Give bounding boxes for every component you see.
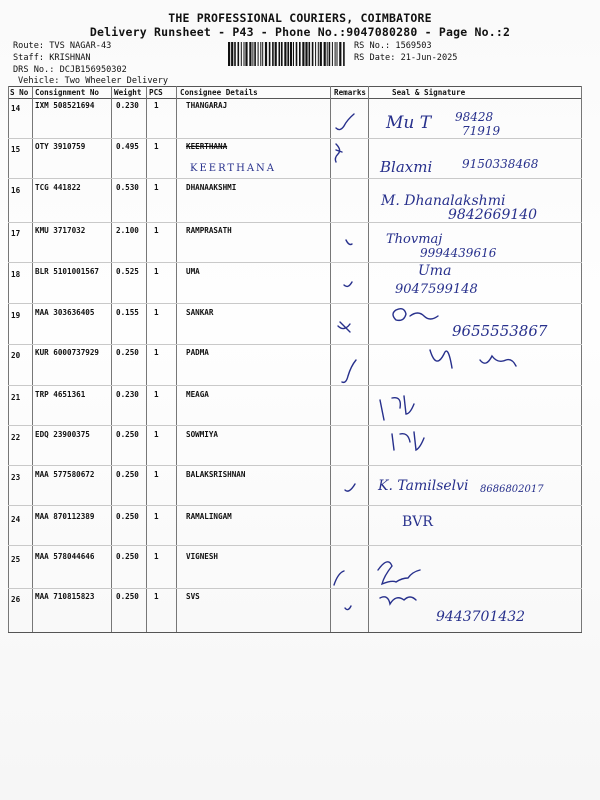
cell-consignment: TCG 441822 (35, 183, 81, 192)
cell-pcs: 1 (154, 348, 159, 357)
cell-consignee: RAMALINGAM (186, 512, 232, 521)
signature-row-24: BVR (402, 514, 433, 530)
cell-pcs: 1 (154, 430, 159, 439)
col-header-remarks: Remarks (334, 88, 367, 97)
drs-number: DRS No.: DCJB156950302 (13, 65, 127, 75)
cell-sno: 24 (11, 515, 21, 524)
cell-weight: 0.495 (116, 142, 139, 151)
rs-number: RS No.: 1569503 (354, 41, 432, 51)
tick-mark (344, 282, 352, 286)
phone-row-16: 9842669140 (448, 207, 538, 223)
cell-pcs: 1 (154, 183, 159, 192)
scribble-row-21 (380, 396, 414, 420)
cell-consignment: BLR 5101001567 (35, 267, 100, 276)
tick-mark (346, 240, 352, 245)
cell-pcs: 1 (154, 267, 159, 276)
cell-pcs: 1 (154, 512, 159, 521)
rs-date: RS Date: 21-Jun-2025 (354, 53, 458, 63)
signature-row-23: K. Tamilselvi (378, 478, 469, 494)
cell-consignee: PADMA (186, 348, 209, 357)
cell-consignment: MAA 710815823 (35, 592, 95, 601)
company-title: THE PROFESSIONAL COURIERS, COIMBATORE (168, 11, 432, 25)
cell-consignment: KUR 6000737929 (35, 348, 100, 357)
cell-pcs: 1 (154, 226, 159, 235)
phone-row-26: 9443701432 (436, 609, 526, 625)
name-correction-row-15: KEERTHANA (190, 163, 277, 174)
tick-mark (336, 114, 354, 130)
signature-row-15: Blaxmi (380, 158, 433, 176)
cell-sno: 20 (11, 351, 21, 360)
cell-consignment: IXM 508521694 (35, 101, 95, 110)
cell-weight: 0.530 (116, 183, 139, 192)
cell-weight: 0.250 (116, 470, 139, 479)
scribble-row-26 (380, 597, 416, 604)
cell-consignee: SVS (186, 592, 200, 601)
signature-row-18: Uma (418, 263, 452, 279)
phone-row-23: 8686802017 (480, 484, 544, 495)
cell-pcs: 1 (154, 390, 159, 399)
cell-consignment: EDQ 23900375 (35, 430, 90, 439)
cell-pcs: 1 (154, 101, 159, 110)
tick-mark (342, 360, 356, 382)
cell-sno: 22 (11, 433, 21, 442)
runsheet-subtitle: Delivery Runsheet - P43 - Phone No.:9047080280 - Page No.:2 (89, 25, 511, 39)
cell-sno: 23 (11, 473, 21, 482)
cell-weight: 0.250 (116, 430, 139, 439)
tick-mark (345, 484, 355, 491)
cell-weight: 0.155 (116, 308, 139, 317)
cell-consignment: MAA 577580672 (35, 470, 95, 479)
vehicle-label: Vehicle: Two Wheeler Delivery (18, 76, 169, 86)
cell-consignee: KEERTHANA (186, 142, 228, 151)
col-header-consignment: Consignment No (35, 88, 100, 97)
cell-weight: 0.250 (116, 348, 139, 357)
cell-weight: 0.525 (116, 267, 139, 276)
cell-consignment: MAA 578044646 (35, 552, 95, 561)
cell-consignee: BALAKSRISHNAN (186, 470, 246, 479)
scribble-row-19 (393, 309, 438, 321)
scribble-row-25 (378, 562, 420, 584)
cell-consignee: DHANAAKSHMI (186, 183, 237, 192)
cell-sno: 17 (11, 229, 21, 238)
cell-consignment: MAA 303636405 (35, 308, 95, 317)
tick-mark (345, 606, 351, 610)
phone-row-15: 9150338468 (462, 157, 539, 171)
cell-consignment: OTY 3910759 (35, 142, 86, 151)
signature-row-16: M. Dhanalakshmi (381, 193, 506, 209)
tick-mark (338, 322, 350, 332)
phone-row-17: 9994439616 (420, 246, 497, 260)
cell-consignment: TRP 4651361 (35, 390, 86, 399)
cell-sno: 15 (11, 145, 21, 154)
cell-consignee: VIGNESH (186, 552, 219, 561)
cell-sno: 26 (11, 595, 21, 604)
cell-consignment: KMU 3717032 (35, 226, 86, 235)
phone-row-14: 98428 (455, 110, 494, 124)
cell-consignee: UMA (186, 267, 200, 276)
phone-row-19: 9655553867 (452, 322, 548, 340)
col-header-seal-signature: Seal & Signature (392, 88, 466, 97)
cell-sno: 16 (11, 186, 21, 195)
cell-consignee: THANGARAJ (186, 101, 228, 110)
cell-weight: 2.100 (116, 226, 139, 235)
cell-sno: 14 (11, 104, 21, 113)
route-label: Route: TVS NAGAR-43 (13, 41, 112, 51)
cell-weight: 0.230 (116, 101, 139, 110)
cell-consignee: MEAGA (186, 390, 209, 399)
tick-mark (334, 571, 344, 585)
signature-row-14: Mu T (386, 113, 432, 133)
tick-mark (335, 144, 342, 162)
staff-label: Staff: KRISHNAN (13, 53, 91, 63)
phone-row-14-b: 71919 (462, 124, 501, 138)
cell-weight: 0.250 (116, 512, 139, 521)
cell-pcs: 1 (154, 470, 159, 479)
cell-consignee: SOWMIYA (186, 430, 219, 439)
cell-consignee: SANKAR (186, 308, 214, 317)
phone-row-18: 9047599148 (395, 282, 478, 297)
cell-pcs: 1 (154, 592, 159, 601)
col-header-consignee: Consignee Details (180, 88, 258, 97)
cell-consignee: RAMPRASATH (186, 226, 232, 235)
cell-consignment: MAA 870112389 (35, 512, 95, 521)
cell-pcs: 1 (154, 142, 159, 151)
scribble-row-20 (430, 350, 516, 368)
cell-weight: 0.230 (116, 390, 139, 399)
scribble-row-22 (392, 432, 424, 450)
col-header-pcs: PCS (149, 88, 163, 97)
cell-weight: 0.250 (116, 552, 139, 561)
col-header-sno: S No (10, 88, 29, 97)
cell-sno: 21 (11, 393, 21, 402)
cell-sno: 25 (11, 555, 21, 564)
cell-sno: 19 (11, 311, 21, 320)
cell-pcs: 1 (154, 552, 159, 561)
col-header-weight: Weight (114, 88, 142, 97)
cell-sno: 18 (11, 270, 21, 279)
signature-row-17: Thovmaj (386, 232, 443, 247)
cell-pcs: 1 (154, 308, 159, 317)
cell-weight: 0.250 (116, 592, 139, 601)
